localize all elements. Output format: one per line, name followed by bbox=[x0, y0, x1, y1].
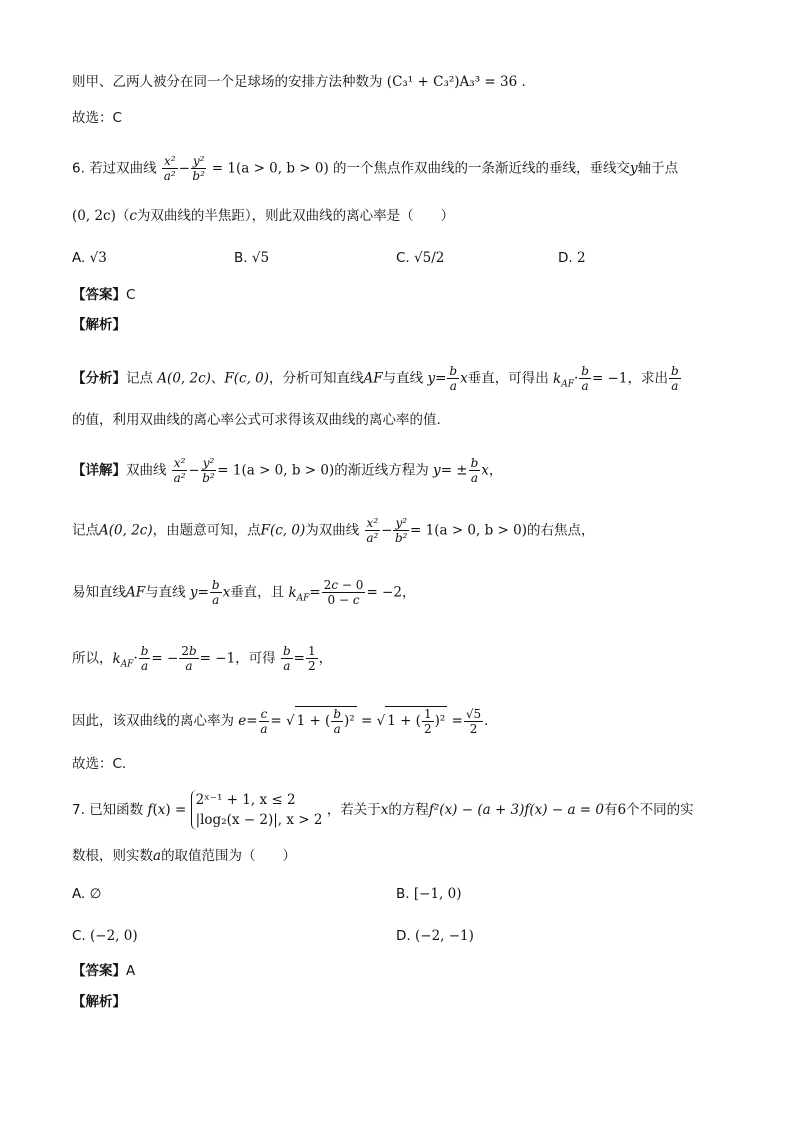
q6-frac-ba-1: $\frac{b}{a}$ bbox=[449, 364, 458, 393]
q7-option-a-label: A. bbox=[72, 886, 86, 902]
q6-xiangjie-line5: 因此，该双曲线的离心率为 e= $\frac{c}{a}$ = √ 1 + ( $\frac{b}{a}$ )² = √ 1 + ( $\frac{1}{2}$ )² = $\frac{√5}{2}$ . bbox=[72, 706, 489, 736]
q6-stem-e: 为双曲线的半焦距），则此双曲线的离心率是（ ） bbox=[136, 208, 455, 224]
q6-xiangjie-line3: 易知直线AF与直线 y= $\frac{b}{a}$ x垂直，且 $k_{AF}=$ $\frac{2c - 0}{0 - c}$ = −2， bbox=[72, 578, 416, 607]
prev-solution-end: . bbox=[521, 74, 526, 90]
q7-analysis-label: 【解析】 bbox=[72, 994, 126, 1010]
q6-option-c bbox=[396, 248, 444, 268]
q6-xj3-c: 垂直，且 bbox=[230, 584, 285, 601]
q6-option-b-label: B. bbox=[234, 250, 248, 266]
q6-fenxi-af: AF bbox=[363, 370, 383, 387]
q7-option-b-value: [−1, 0) bbox=[413, 886, 462, 902]
q7-option-c-value: (−2, 0) bbox=[90, 928, 138, 944]
q7-option-b bbox=[396, 884, 461, 904]
q6-stem-line1: 6. 若过双曲线 $\frac{\text{x²}}{\text{a²}}$ − $\frac{\text{y²}}{\text{b²}}$ = 1(a > 0, b > 0) 的一个焦点作双曲线的一条渐近线的垂线，垂线交y轴于点 bbox=[72, 154, 679, 183]
q6-xiangjie-line1: 【详解】双曲线 $\frac{\text{x²}}{\text{a²}}$ − $\frac{\text{y²}}{\text{b²}}$ = 1(a > 0, b > 0)的渐近线方程为 y= ± $\frac{b}{a}$ x， bbox=[72, 456, 503, 485]
q6-fenxi-e: 垂直，可得出 bbox=[467, 370, 549, 387]
q6-c-var: c bbox=[129, 208, 137, 224]
q6-stem-c: 轴于点 bbox=[637, 160, 679, 177]
q6-option-d-label: D. bbox=[558, 250, 573, 266]
q6-final: 故选：C. bbox=[72, 756, 127, 772]
q6-xj3-d: = −2， bbox=[366, 584, 416, 601]
q6-xj2-b: ，由题意可知，点 bbox=[152, 522, 261, 539]
q6-xj2-point-f: F(c, 0) bbox=[260, 522, 306, 539]
q6-option-d-value: 2 bbox=[576, 250, 586, 266]
q6-analysis-label: 【解析】 bbox=[72, 317, 126, 333]
q7-piece1: 2ˣ⁻¹ + 1, x ≤ 2 bbox=[195, 792, 296, 808]
q7-stem-f: 数根，则实数 bbox=[72, 848, 153, 864]
q6-fenxi-line2: 的值，利用双曲线的离心率公式可求得该双曲线的离心率的值. bbox=[72, 412, 441, 428]
q6-fenxi-a: 记点 bbox=[126, 370, 153, 387]
q6-xj5-a: 因此，该双曲线的离心率为 bbox=[72, 713, 234, 729]
q7-answer-value: A bbox=[126, 963, 136, 979]
q7-stem-line1: 7. 已知函数 f(x) = 2ˣ⁻¹ + 1, x ≤ 2 |log₂(x − 2)|, x > 2 ，若关于x的方程f²(x) − (a + 3)f(x) − a = 0有6个不同的实 bbox=[72, 792, 694, 828]
q6-number: 6. bbox=[72, 160, 85, 177]
q6-frac-y: $\frac{\text{y²}}{\text{b²}}$ bbox=[192, 154, 205, 183]
q6-xj2-cond: = 1(a > 0, b > 0) bbox=[410, 522, 527, 539]
q6-option-c-label: C. bbox=[396, 250, 410, 266]
q7-answer-label: 【答案】 bbox=[72, 963, 126, 979]
q6-axis: y bbox=[630, 160, 638, 177]
q6-xj2-point-a: A(0, 2c) bbox=[99, 522, 153, 539]
q6-option-c-value: √5/2 bbox=[414, 250, 445, 266]
q6-option-a bbox=[72, 248, 107, 268]
q6-frac-ba-3: $\frac{b}{a}$ bbox=[670, 364, 679, 393]
q6-option-b-value: √5 bbox=[251, 250, 270, 266]
q7-piece2: |log₂(x − 2)|, x > 2 bbox=[195, 812, 323, 828]
q7-stem-b: ，若关于 bbox=[326, 802, 381, 818]
q6-fenxi-point-f: F(c, 0) bbox=[224, 370, 270, 387]
q7-option-d-label: D. bbox=[396, 928, 411, 944]
q6-fenxi-line1: 【分析】记点 A(0, 2c)、F(c, 0)，分析可知直线AF与直线 y= $\frac{b}{a}$ x垂直，可得出 $k_{AF}\cdot$ $\frac{b}{a}$ = −1，求出 $\frac{b}{a}$ bbox=[72, 364, 679, 393]
q6-stem-b: 的一个焦点作双曲线的一条渐近线的垂线，垂线交 bbox=[333, 160, 631, 177]
q6-fenxi-b: 、 bbox=[210, 370, 225, 387]
q6-option-d bbox=[558, 248, 586, 268]
q6-fenxi-f: = −1，求出 bbox=[591, 370, 668, 387]
q6-xj2-c: 为双曲线 bbox=[305, 522, 360, 539]
q6-answer-value: C bbox=[126, 287, 136, 303]
q6-fenxi-d: 与直线 bbox=[382, 370, 424, 387]
q7-a-var: a bbox=[153, 848, 162, 864]
q6-answer-label: 【答案】 bbox=[72, 287, 126, 303]
q6-option-a-value: √3 bbox=[89, 250, 107, 266]
q6-condition: = 1(a > 0, b > 0) bbox=[211, 160, 329, 177]
prev-answer: 故选：C bbox=[72, 110, 122, 126]
q6-xj2-a: 记点 bbox=[72, 522, 99, 539]
q6-option-a-label: A. bbox=[72, 250, 86, 266]
q6-fenxi-label: 【分析】 bbox=[72, 370, 126, 387]
q6-xj3-a: 易知直线 bbox=[72, 584, 126, 601]
q7-option-b-label: B. bbox=[396, 886, 410, 902]
q6-stem-d: （ bbox=[115, 208, 130, 224]
q6-frac-x: $\frac{\text{x²}}{\text{a²}}$ bbox=[163, 154, 176, 183]
q6-xj3-b: 与直线 bbox=[145, 584, 186, 601]
q6-xj3-af: AF bbox=[126, 584, 146, 601]
q7-option-c-label: C. bbox=[72, 928, 86, 944]
q6-stem-line2 bbox=[72, 206, 454, 226]
q6-xj4-b: = −1，可得 bbox=[199, 650, 276, 667]
prev-solution-text: 则甲、乙两人被分在同一个足球场的安排方法种数为 bbox=[72, 74, 383, 90]
prev-solution-line bbox=[72, 72, 526, 92]
q6-xj1-cond: = 1(a > 0, b > 0) bbox=[217, 462, 335, 479]
q6-fenxi-c: ，分析可知直线 bbox=[269, 370, 364, 387]
q6-xj1-c: ， bbox=[488, 462, 503, 479]
q6-xj4-c: ， bbox=[318, 650, 333, 667]
q6-xiangjie-label: 【详解】 bbox=[72, 462, 126, 479]
q7-stem-c: 的方程 bbox=[388, 802, 429, 818]
q7-option-a-value: ∅ bbox=[89, 886, 102, 902]
q7-option-a bbox=[72, 884, 101, 904]
q7-x-var: x bbox=[380, 802, 389, 818]
q7-stem-a: 已知函数 bbox=[89, 802, 144, 818]
q6-stem-a: 若过双曲线 bbox=[89, 160, 157, 177]
q6-xj1-a: 双曲线 bbox=[126, 462, 167, 479]
q6-xj4-a: 所以， bbox=[72, 650, 113, 667]
q7-stem-d: 有 bbox=[603, 802, 618, 818]
q6-option-b bbox=[234, 248, 269, 268]
q7-count: 6 bbox=[617, 802, 627, 818]
q7-number: 7. bbox=[72, 802, 85, 818]
q6-frac-ba-2: $\frac{b}{a}$ bbox=[581, 364, 589, 393]
q7-option-d bbox=[396, 926, 474, 946]
q6-xj5-b: . bbox=[484, 713, 489, 729]
q7-stem-e: 个不同的实 bbox=[626, 802, 694, 818]
prev-solution-formula: (C₃¹ + C₃²)A₃³ = 36 bbox=[386, 74, 518, 90]
q7-equation: f²(x) − (a + 3)f(x) − a = 0 bbox=[428, 802, 604, 818]
q6-point: (0, 2c) bbox=[72, 208, 116, 224]
q7-answer bbox=[72, 961, 135, 981]
q7-option-d-value: (−2, −1) bbox=[414, 928, 474, 944]
q6-xj2-d: 的右焦点， bbox=[527, 522, 595, 539]
q7-piecewise bbox=[191, 790, 323, 830]
q6-xiangjie-line2: 记点A(0, 2c)，由题意可知，点F(c, 0)为双曲线 $\frac{\text{x²}}{\text{a²}}$ − $\frac{\text{y²}}{\text{b²}}$ = 1(a > 0, b > 0)的右焦点， bbox=[72, 516, 595, 545]
q7-stem-g: 的取值范围为（ ） bbox=[161, 848, 297, 864]
q7-option-c bbox=[72, 926, 138, 946]
q6-xiangjie-line4: 所以，$k_{AF}\cdot$ $\frac{b}{a}$ = − $\frac{2b}{a}$ = −1，可得 $\frac{b}{a}$ = $\frac{1}{2}$ ， bbox=[72, 644, 333, 673]
q6-answer bbox=[72, 285, 135, 305]
q6-fenxi-point-a: A(0, 2c) bbox=[157, 370, 211, 387]
q6-xj1-b: 的渐近线方程为 bbox=[334, 462, 429, 479]
q7-stem-line2 bbox=[72, 846, 296, 866]
